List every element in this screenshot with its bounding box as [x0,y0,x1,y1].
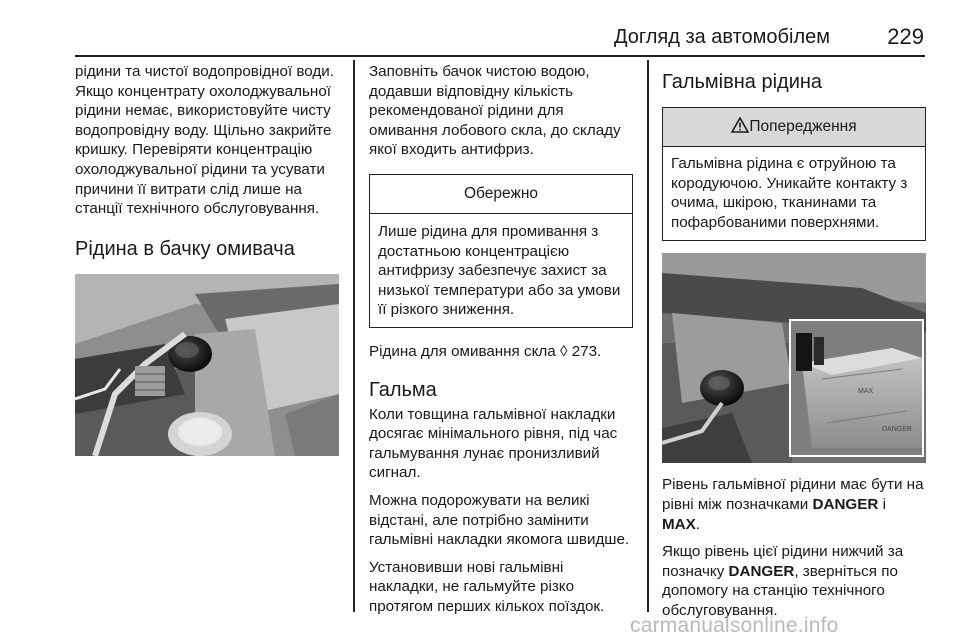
washer-fluid-heading: Рідина в бачку омивача [75,237,295,260]
level-text-e: . [695,515,700,533]
max-label: MAX [662,515,696,533]
warning-triangle-icon [731,117,749,133]
washer-reservoir-photo [75,274,339,456]
level-text-a: Рівень гальмівної рідини має бути на рівні між позначками [662,476,924,513]
brake-fluid-heading: Гальмівна рідина [662,71,823,93]
washer-reference [369,342,633,362]
washer-fill-paragraph: Заповніть бачок чистою водою, додавши відповідну кількість рекомендованої рідини для омивання лобового скла, до складу якої входить антифриз. [369,63,621,159]
washer-reference-text: Рідина для омивання скла [369,342,556,360]
warning-title: Попередження [749,118,857,135]
header-title: Догляд за автомобілем [613,26,830,48]
warning-title-row [663,108,925,147]
danger-label: DANGER [812,495,879,513]
brakes-heading: Гальма [369,378,437,401]
caution-title: Обережно [370,175,632,214]
column-divider-right [647,60,649,612]
column-divider-left [353,60,355,612]
watermark: carmanualsonline.info [630,614,839,637]
caution-text: Лише рідина для промивання з достатньою концентрацією антифризу забезпечує захист за низької температури або за умови її різкого зниження. [378,222,621,319]
caution-box [369,174,633,328]
low-text-c: , зверніться по допомогу на станцію технічного обслуговування. [662,562,898,619]
brake-pad-paragraph: Коли товщина гальмівної накладки досягає мінімального рівня, під час гальмування лунає пронизливий сигнал. [369,405,618,482]
column-3 [662,62,926,621]
level-text-c: і [882,495,886,513]
column-2 [369,62,633,616]
danger-label-2: DANGER [728,562,795,580]
washer-reference-link[interactable]: 273. [571,342,602,360]
warning-box [662,107,926,241]
brake-fluid-reservoir-photo [662,253,926,463]
column-1 [75,62,343,456]
warning-text: Гальмівна рідина є отруйною та кородуючою. Уникайте контакту з очима, шкірою, тканинами та пофарбованими поверхнями. [671,155,908,231]
low-text-a: Якщо рівень цієї рідини нижчий за позначку [662,543,904,580]
header-rule [75,55,925,57]
brake-fluid-level-paragraph [662,475,926,534]
danger-mark-label: DANGER [882,426,912,434]
page-reference-icon: ◊ [559,342,568,360]
brake-fluid-low-paragraph [662,542,926,620]
page-number: 229 [887,24,924,49]
max-mark-label: MAX [858,388,874,396]
coolant-paragraph: рідини та чистої водопровідної води. Якщо концентрату охолоджувальної рідини немає, використовуйте чисту водопровідну воду. Щільно закрийте кришку. Перевіряти концентрацію охолоджувальної рідини та усувати причини її витрати слід лише на станції технічного обслуговування. [75,63,334,218]
brake-distance-paragraph: Можна подорожувати на великі відстані, але потрібно замінити гальмівні накладки якомога швидше. [369,491,630,549]
new-brake-pads-paragraph: Установивши нові гальмівні накладки, не гальмуйте різко протягом перших кількох поїздок. [369,558,605,615]
